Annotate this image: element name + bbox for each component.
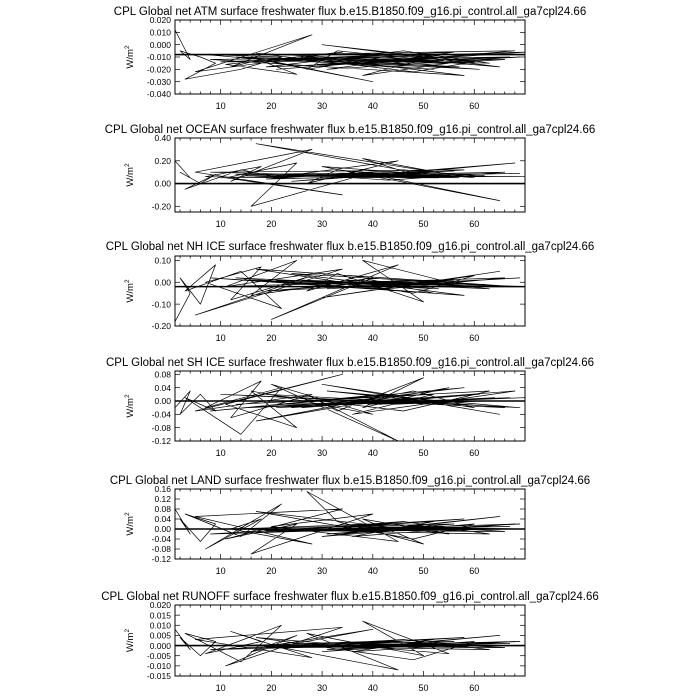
- y-tick-label: -0.010: [146, 661, 171, 672]
- y-axis-label-unit: W/m: [125, 283, 136, 303]
- y-axis-label-exponent: 2: [124, 45, 131, 50]
- y-axis-label-exponent: 2: [124, 163, 131, 168]
- x-tick-label: 40: [367, 101, 378, 111]
- y-tick-label: -0.20: [151, 321, 171, 332]
- x-tick-label: 50: [418, 683, 429, 693]
- y-axis-label-exponent: 2: [124, 394, 131, 399]
- y-tick-label: 0.000: [149, 640, 171, 651]
- y-tick-label: 0.020: [149, 15, 171, 26]
- x-tick-label: 30: [317, 219, 328, 229]
- chart-panel-3: [106, 241, 595, 343]
- y-tick-label: -0.030: [146, 76, 171, 87]
- y-tick-label: 0.010: [149, 27, 171, 38]
- x-tick-label: 20: [266, 448, 277, 458]
- y-tick-label: 0.010: [149, 620, 171, 631]
- x-tick-label: 30: [317, 566, 328, 576]
- x-tick-label: 20: [266, 683, 277, 693]
- y-tick-label: -0.04: [151, 534, 171, 545]
- y-tick-label: 0.005: [149, 630, 171, 641]
- y-tick-label: 0.00: [154, 524, 171, 535]
- x-tick-label: 10: [215, 448, 226, 458]
- chart-panel-1: [114, 6, 586, 111]
- y-axis-label: [124, 629, 136, 653]
- x-tick-label: 30: [317, 101, 328, 111]
- chart-panel-2: [105, 124, 596, 229]
- x-tick-label: 30: [317, 683, 328, 693]
- y-tick-label: -0.010: [146, 52, 171, 63]
- chart-panel-6: [101, 591, 599, 693]
- y-axis-label: [124, 512, 136, 536]
- y-tick-label: -0.04: [151, 409, 171, 420]
- y-axis-label: [124, 45, 136, 69]
- panel-title: CPL Global net OCEAN surface freshwater flux b.e15.B1850.f09_g16.pi_control.all_ga7cpl24.66: [104, 124, 596, 136]
- x-tick-label: 20: [266, 101, 277, 111]
- panel-title: CPL Global net ATM surface freshwater flux b.e15.B1850.f09_g16.pi_control.all_ga7cpl24.66: [113, 6, 587, 18]
- y-axis-label: [124, 163, 136, 187]
- panel-title: CPL Global net NH ICE surface freshwater flux b.e15.B1850.f09_g16.pi_control.all_ga7cpl24.66: [105, 241, 595, 253]
- chart-panel-5: [110, 475, 590, 576]
- x-tick-label: 30: [317, 448, 328, 458]
- panel-title: CPL Global net LAND surface freshwater flux b.e15.B1850.f09_g16.pi_control.all_ga7cpl24.66: [109, 475, 591, 487]
- x-tick-label: 40: [367, 333, 378, 343]
- chart-panel-4: [106, 357, 594, 458]
- y-tick-label: 0.020: [149, 600, 171, 611]
- y-tick-label: -0.12: [151, 436, 171, 447]
- x-tick-label: 50: [418, 219, 429, 229]
- x-tick-label: 50: [418, 333, 429, 343]
- y-axis-label-unit: W/m: [125, 167, 136, 187]
- panel-title: CPL Global net RUNOFF surface freshwater flux b.e15.B1850.f09_g16.pi_control.all_ga7cpl24.66: [101, 591, 599, 603]
- y-tick-label: -0.12: [151, 554, 171, 565]
- y-tick-label: 0.04: [154, 382, 171, 393]
- x-tick-label: 60: [469, 219, 480, 229]
- y-tick-label: 0.08: [154, 369, 171, 380]
- y-tick-label: -0.08: [151, 422, 171, 433]
- y-tick-label: 0.000: [149, 39, 171, 50]
- y-tick-label: -0.20: [151, 201, 171, 212]
- x-tick-label: 50: [418, 566, 429, 576]
- x-tick-label: 60: [469, 448, 480, 458]
- x-tick-label: 50: [418, 101, 429, 111]
- y-tick-label: 0.00: [154, 178, 171, 189]
- y-tick-label: 0.04: [154, 514, 171, 525]
- series-line: [175, 374, 525, 441]
- y-axis-label: [124, 394, 136, 418]
- y-tick-label: -0.020: [146, 64, 171, 75]
- plot-frame: [175, 256, 525, 326]
- y-tick-label: 0.08: [154, 504, 171, 515]
- y-tick-label: -0.015: [146, 671, 171, 682]
- series-line: [175, 260, 525, 321]
- y-axis-label-exponent: 2: [124, 628, 131, 633]
- x-tick-label: 50: [418, 448, 429, 458]
- y-tick-label: -0.005: [146, 650, 171, 661]
- y-tick-label: 0.00: [154, 277, 171, 288]
- x-tick-label: 10: [215, 566, 226, 576]
- x-tick-label: 60: [469, 566, 480, 576]
- y-tick-label: 0.16: [154, 484, 171, 495]
- y-tick-label: -0.10: [151, 299, 171, 310]
- y-tick-label: 0.00: [154, 396, 171, 407]
- x-tick-label: 10: [215, 101, 226, 111]
- x-tick-label: 40: [367, 683, 378, 693]
- x-tick-label: 10: [215, 219, 226, 229]
- y-tick-label: 0.20: [154, 155, 171, 166]
- y-tick-label: -0.040: [146, 89, 171, 100]
- y-axis-label-unit: W/m: [125, 516, 136, 536]
- y-axis-label-exponent: 2: [124, 512, 131, 517]
- y-tick-label: -0.08: [151, 544, 171, 555]
- panel-title: CPL Global net SH ICE surface freshwater flux b.e15.B1850.f09_g16.pi_control.all_ga7cpl24.66: [106, 357, 594, 369]
- y-axis-label-exponent: 2: [124, 279, 131, 284]
- x-tick-label: 60: [469, 101, 480, 111]
- y-axis-label-unit: W/m: [125, 398, 136, 418]
- series-line: [175, 30, 525, 82]
- x-tick-label: 30: [317, 333, 328, 343]
- x-tick-label: 20: [266, 219, 277, 229]
- x-tick-label: 40: [367, 566, 378, 576]
- series-line: [175, 144, 525, 207]
- y-tick-label: 0.12: [154, 494, 171, 505]
- x-tick-label: 40: [367, 219, 378, 229]
- y-tick-label: 0.10: [154, 255, 171, 266]
- y-axis-label-unit: W/m: [125, 632, 136, 653]
- x-tick-label: 40: [367, 448, 378, 458]
- y-tick-label: 0.015: [149, 610, 171, 621]
- x-tick-label: 10: [215, 683, 226, 693]
- y-axis-label-unit: W/m: [125, 49, 136, 69]
- x-tick-label: 60: [469, 333, 480, 343]
- x-tick-label: 20: [266, 566, 277, 576]
- x-tick-label: 10: [215, 333, 226, 343]
- x-tick-label: 60: [469, 683, 480, 693]
- x-tick-label: 20: [266, 333, 277, 343]
- series-line: [175, 492, 525, 555]
- y-tick-label: 0.40: [154, 133, 171, 144]
- y-axis-label: [124, 279, 136, 303]
